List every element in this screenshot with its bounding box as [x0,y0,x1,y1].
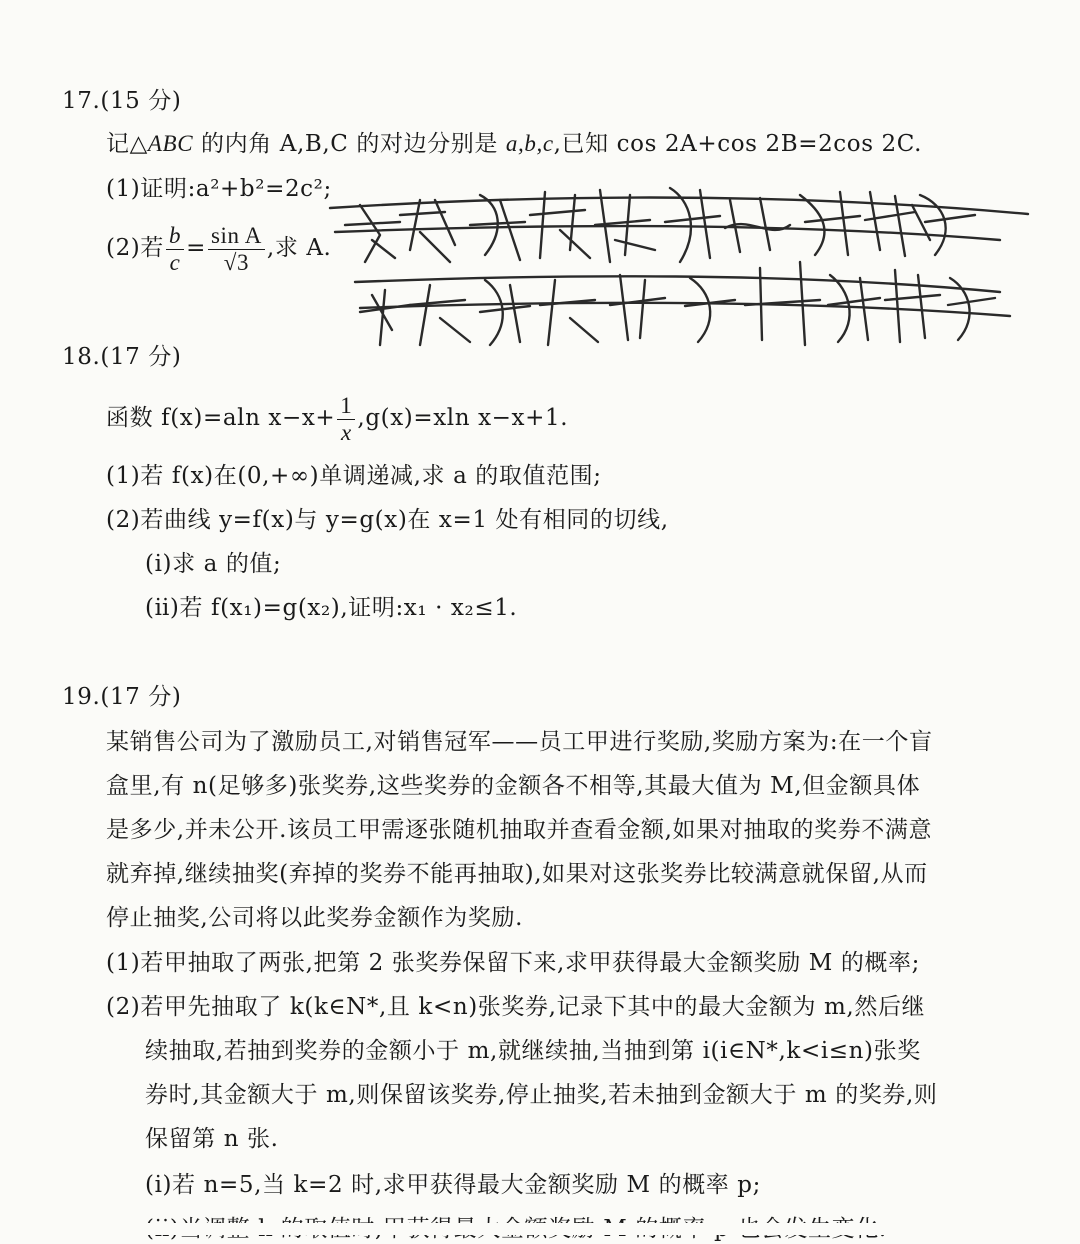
q17-frac2-num: sin A [208,223,265,250]
q18-stem-pre: 函数 f(x)=aln x−x+ [106,405,336,431]
q19-para-line-4: 就弃掉,继续抽奖(弃掉的奖券不能再抽取),如果对这张奖券比较满意就保留,从而 [106,861,928,887]
q18-sub2: (ⅱ)若 f(x₁)=g(x₂),证明:x₁ · x₂≤1. [145,595,518,621]
q18-part1: (1)若 f(x)在(0,+∞)单调递减,求 a 的取值范围; [106,463,602,489]
q19-part2-line-4: 保留第 n 张. [145,1126,279,1152]
q19-para-line-2: 盒里,有 n(足够多)张奖券,这些奖券的金额各不相等,其最大值为 M,但金额具体 [106,773,921,799]
q17-heading: 17.(15 分) [62,88,182,114]
q17-frac2-den: √3 [223,249,250,275]
q18-part2: (2)若曲线 y=f(x)与 y=g(x)在 x=1 处有相同的切线, [106,507,669,533]
q18-frac-num: 1 [337,393,355,420]
q18-stem [106,388,568,448]
q17-stem-abc: ABC [147,131,194,156]
q19-part2-line-1: (2)若甲先抽取了 k(k∈N*,且 k<n)张奖券,记录下其中的最大金额为 m,然后继 [106,994,926,1020]
q19-part1: (1)若甲抽取了两张,把第 2 张奖券保留下来,求甲获得最大金额奖励 M 的概率; [106,950,920,976]
q19-heading: 19.(17 分) [62,684,182,710]
q17-stem-vars: a,b,c [505,131,554,156]
q17-stem-post: ,已知 cos 2A+cos 2B=2cos 2C. [553,131,923,157]
q17-part2-eq: = [186,235,206,261]
q18-sub1: (ⅰ)求 a 的值; [145,551,282,577]
q17-stem-pre: 记△ [106,131,148,157]
q18-frac-den: x [340,419,352,445]
q17-part1: (1)证明:a²+b²=2c²; [106,176,332,202]
q17-part2-pre: (2)若 [106,235,164,261]
q19-part2-line-3: 券时,其金额大于 m,则保留该奖券,停止抽奖,若未抽到金额大于 m 的奖券,则 [145,1082,938,1108]
q17-part2-post: ,求 A. [266,235,332,261]
q17-frac1-num: b [166,223,184,250]
q18-stem-post: ,g(x)=xln x−x+1. [357,405,569,431]
q19-part2-line-2: 续抽取,若抽到奖券的金额小于 m,就继续抽,当抽到第 i(i∈N*,k<i≤n)张奖 [145,1038,921,1064]
q17-stem-mid: 的内角 A,B,C 的对边分别是 [193,131,506,157]
q18-fraction-1-over-x [337,393,355,446]
page-bottom-crop [0,1223,1080,1235]
q19-para-line-1: 某销售公司为了激励员工,对销售冠军——员工甲进行奖励,奖励方案为:在一个盲 [106,729,933,755]
q18-heading: 18.(17 分) [62,344,182,370]
q17-frac1-den: c [169,249,181,275]
q19-para-line-5: 停止抽奖,公司将以此奖券金额作为奖励. [106,905,524,931]
q19-para-line-3: 是多少,并未公开.该员工甲需逐张随机抽取并查看金额,如果对抽取的奖券不满意 [106,817,933,843]
q19-sub1: (ⅰ)若 n=5,当 k=2 时,求甲获得最大金额奖励 M 的概率 p; [145,1172,761,1198]
